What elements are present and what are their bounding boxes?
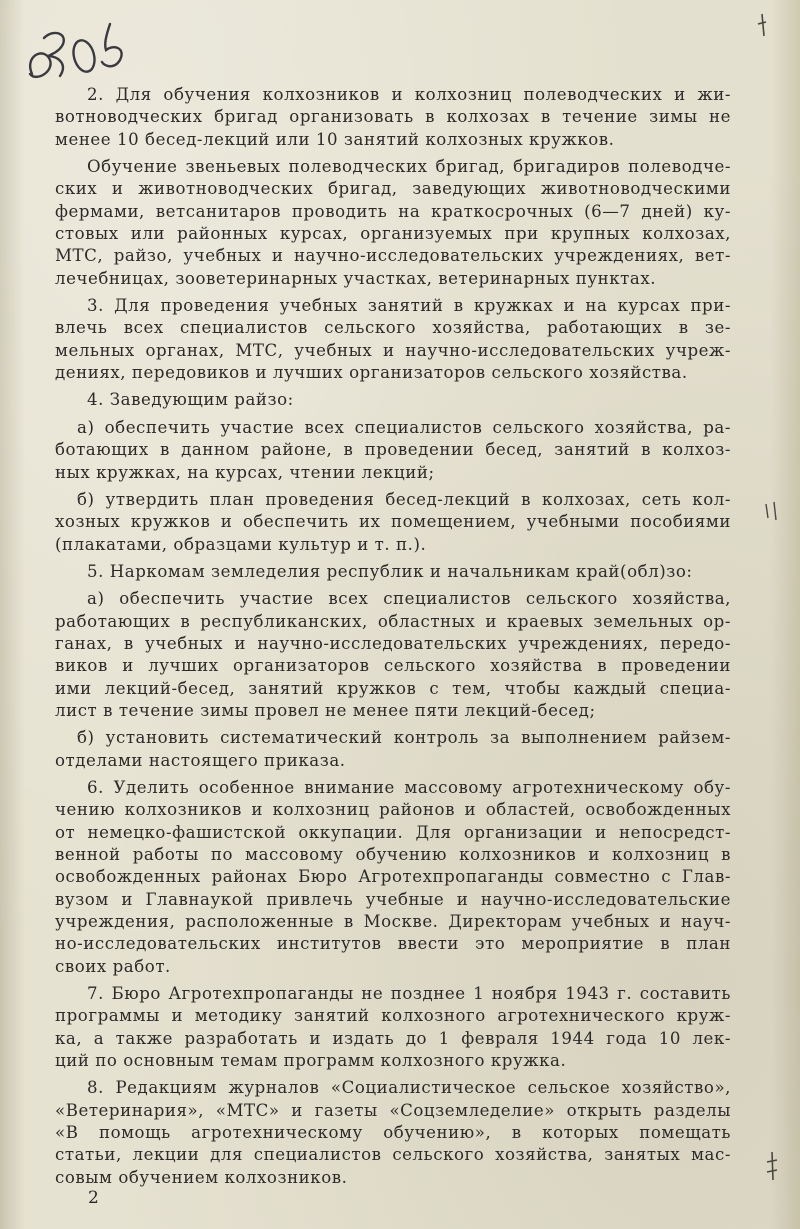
text-line: вотноводческих бригад организовать в колхозах в течение зимы не [55, 107, 731, 127]
text-line: ных кружках, на курсах, чтении лекций; [55, 462, 435, 482]
text-line: 3. Для проведения учебных занятий в кружках и на курсах при- [87, 296, 731, 316]
text-line: МТС, райзо, учебных и научно-исследовательских учреждениях, вет- [55, 246, 731, 266]
page-number: 2 [88, 1188, 99, 1208]
text-line: лечебницах, зооветеринарных участках, ветеринарных пунктах. [55, 268, 657, 288]
text-line: влечь всех специалистов сельского хозяйства, работающих в зе- [55, 318, 731, 338]
order-text [55, 84, 731, 1194]
text-line: мельных органах, МТС, учебных и научно-исследовательских учреж- [55, 340, 731, 360]
text-line: программы и методику занятий колхозного агротехнического круж- [55, 1006, 731, 1026]
paragraph-3 [55, 295, 731, 384]
text-line: ций по основным темам программ колхозного кружка. [55, 1051, 567, 1071]
text-line: хозных кружков и обеспечить их помещением, учебными пособиями [55, 512, 731, 532]
text-line: работающих в республиканских, областных и краевых земельных ор- [55, 611, 731, 631]
ink-speck-top-right [752, 10, 772, 40]
text-line: статьи, лекции для специалистов сельского хозяйства, занятых мас- [55, 1145, 731, 1165]
text-line: лист в течение зимы провел не менее пяти лекций-бесед; [55, 700, 596, 720]
paragraph-5b [55, 727, 731, 772]
text-line: своих работ. [55, 956, 171, 976]
text-line: б) установить систематический контроль за выполнением райзем- [77, 728, 731, 748]
text-line: «В помощь агротехническому обучению», в которых помещать [55, 1123, 731, 1143]
text-line: (плакатами, образцами культур и т. п.). [55, 534, 427, 554]
text-line: б) утвердить план проведения бесед-лекций в колхозах, сеть кол- [77, 489, 731, 509]
text-line: Обучение звеньевых полеводческих бригад, бригадиров полеводче- [87, 157, 731, 177]
text-line: освобожденных районах Бюро Агротехпропаганды совместно с Глав- [55, 867, 731, 887]
paragraph-7 [55, 983, 731, 1072]
ink-speck-bottom-right [762, 1150, 782, 1184]
text-line: учреждения, расположенные в Москве. Директорам учебных и науч- [55, 912, 731, 932]
text-line: совым обучением колхозников. [55, 1167, 348, 1187]
text-line: вузом и Главнаукой привлечь учебные и научно-исследовательские [55, 889, 731, 909]
text-line: ганах, в учебных и научно-исследовательских учреждениях, передо- [55, 633, 731, 653]
text-line: дениях, передовиков и лучших организаторов сельского хозяйства. [55, 363, 688, 383]
paragraph-4 [55, 389, 731, 411]
paragraph-6 [55, 777, 731, 978]
text-line: но-исследовательских институтов ввести это мероприятие в план [55, 934, 731, 954]
paragraph-8 [55, 1077, 731, 1189]
text-line: от немецко-фашистской оккупации. Для организации и непосредст- [55, 822, 731, 842]
text-line: отделами настоящего приказа. [55, 750, 346, 770]
paragraph-4a [55, 417, 731, 484]
paragraph-2-training [55, 156, 731, 290]
text-line: чению колхозников и колхозниц районов и областей, освобожденных [55, 800, 731, 820]
text-line: виков и лучших организаторов сельского хозяйства в проведении [55, 656, 731, 676]
text-line: 7. Бюро Агротехпропаганды не позднее 1 ноября 1943 г. составить [87, 984, 731, 1004]
paragraph-5a [55, 588, 731, 722]
text-line: ка, а также разработать и издать до 1 февраля 1944 года 10 лек- [55, 1028, 731, 1048]
ink-speck-right [760, 498, 784, 524]
paragraph-2 [55, 84, 731, 151]
text-line: 4. Заведующим райзо: [87, 390, 294, 410]
text-line: «Ветеринария», «МТС» и газеты «Соцземледелие» открыть разделы [55, 1100, 731, 1120]
paragraph-4b [55, 489, 731, 556]
text-line: 6. Уделить особенное внимание массовому агротехническому обу- [87, 777, 731, 797]
text-line: ских и животноводческих бригад, заведующих животноводческими [55, 179, 731, 199]
text-line: 5. Наркомам земледелия республик и начальникам край(обл)зо: [87, 561, 693, 581]
text-line: 2. Для обучения колхозников и колхозниц полеводческих и жи- [87, 85, 731, 104]
text-line: стовых или районных курсах, организуемых при крупных колхозах, [55, 224, 731, 244]
text-line: ими лекций-бесед, занятий кружков с тем, чтобы каждый специа- [55, 678, 731, 698]
text-line: а) обеспечить участие всех специалистов сельского хозяйства, ра- [77, 417, 731, 437]
text-line: а) обеспечить участие всех специалистов сельского хозяйства, [87, 589, 731, 609]
text-line: ботающих в данном районе, в проведении бесед, занятий в колхоз- [55, 440, 731, 460]
text-line: фермами, ветсанитаров проводить на краткосрочных (6—7 дней) ку- [55, 201, 731, 221]
text-line: 8. Редакциям журналов «Социалистическое сельское хозяйство», [87, 1078, 731, 1098]
text-line: менее 10 бесед-лекций или 10 занятий колхозных кружков. [55, 129, 615, 149]
paragraph-5 [55, 561, 731, 583]
text-line: венной работы по массовому обучению колхозников и колхозниц в [55, 845, 731, 864]
